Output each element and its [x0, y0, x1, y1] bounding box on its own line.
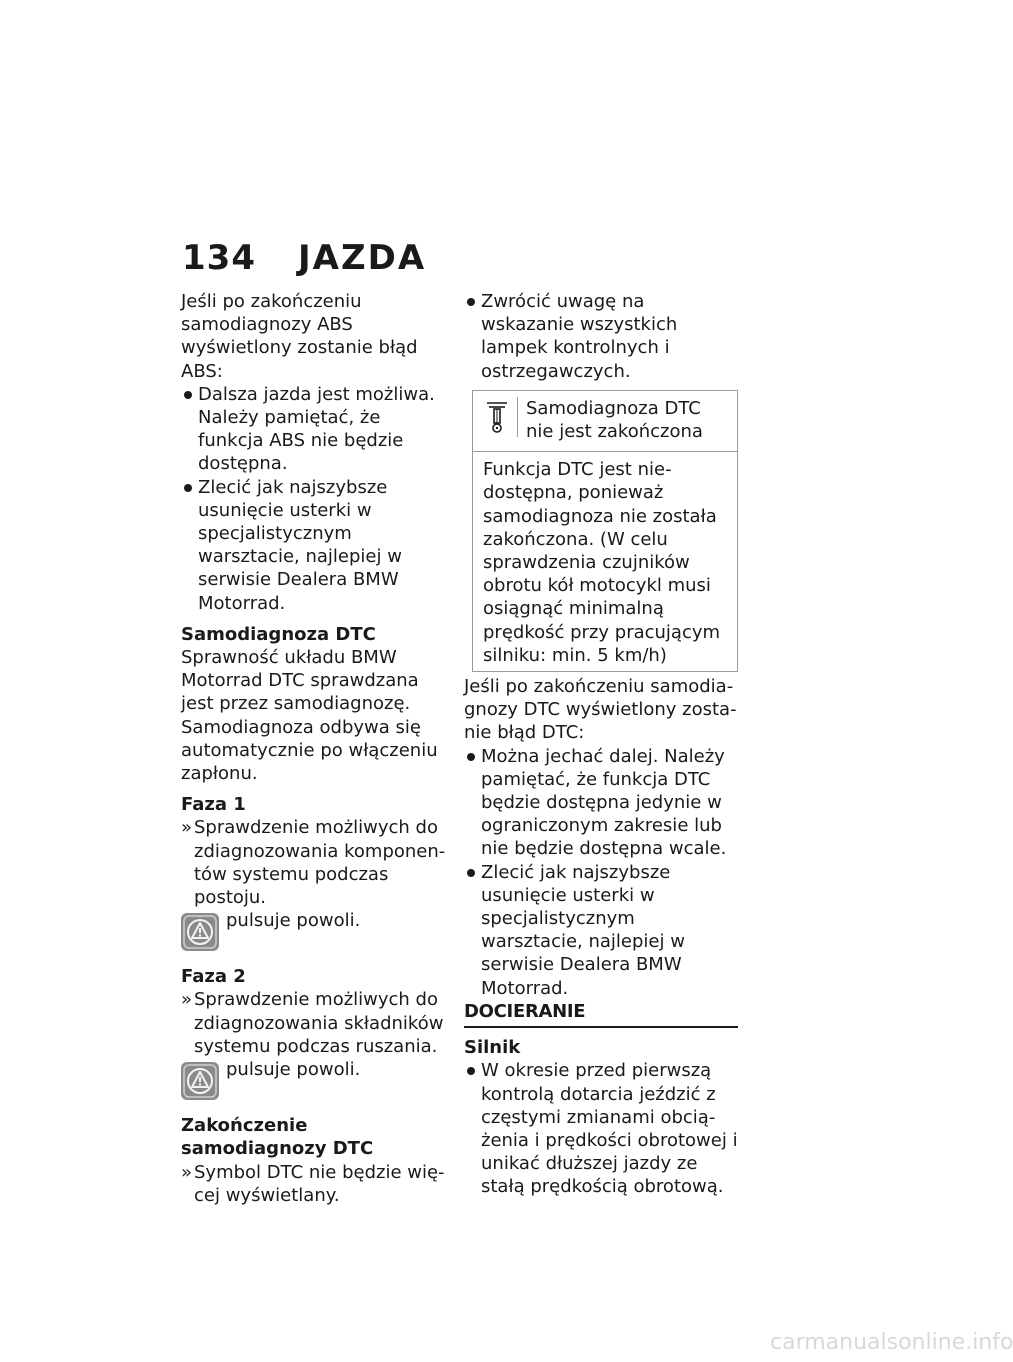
- dtc-indicator-icon: [483, 397, 518, 437]
- list-item: » Sprawdzenie możliwych do zdiagnozowania komponentów systemu podczas postoju.: [181, 816, 447, 909]
- phase2-indicator-text: pulsuje powoli.: [226, 1059, 361, 1081]
- dtc-error-intro: Jeśli po zakończeniu samodiagnozy DTC wyświetlony zostanie błąd DTC:: [464, 676, 737, 744]
- abs-error-list: [181, 383, 447, 615]
- page-header: [182, 238, 426, 278]
- dtc-status-title: Samodiagnoza DTC nie jest zakończona: [526, 397, 703, 443]
- list-item: » Symbol DTC nie będzie więcej wyświetlany.: [181, 1161, 447, 1207]
- list-item: Zlecić jak najszybsze usunięcie usterki w specjalistycznym warsztacie, najlepiej w serwisie Dealera BMW Motorrad.: [181, 476, 447, 615]
- dtc-status-header: [473, 391, 737, 452]
- page-number: 134: [182, 238, 256, 278]
- selfdiag-end-actions: [181, 1161, 447, 1207]
- list-item: W okresie przed pierwszą kontrolą dotarcia jeździć z częstymi zmianami obciążenia i prędkości obrotowej i unikać dłuższej jazdy ze stałą prędkością obrotową.: [464, 1059, 738, 1198]
- list-item: Zlecić jak najszybsze usunięcie usterki w specjalistycznym warsztacie, najlepiej w serwisie Dealera BMW Motorrad.: [464, 861, 738, 1000]
- break-in-list: [464, 1059, 738, 1198]
- dtc-error-list: [464, 745, 738, 1000]
- right-column: [464, 290, 738, 1199]
- warning-triangle-icon: [181, 1062, 219, 1100]
- phase1-indicator: [181, 909, 447, 951]
- chapter-title: JAZDA: [297, 238, 427, 278]
- phase2-indicator: [181, 1058, 447, 1100]
- left-column: [181, 290, 447, 1207]
- dtc-selfdiag-text: Sprawność układu BMW Motorrad DTC sprawdzana jest przez samodiagnozę. Samodiagnoza odbywa się automatycznie po włączeniu zapłonu.: [181, 647, 438, 785]
- list-item: Można jechać dalej. Należy pamiętać, że funkcja DTC będzie dostępna jedynie w ograniczonym zakresie lub nie będzie dostępna wcale.: [464, 745, 738, 861]
- dtc-status-body: Funkcja DTC jest niedostępna, ponieważ samodiagnoza nie została zakończona. (W celu sprawdzenia czujników obrotu kół motocykl musi osiągnąć minimalną prędkość przy pracującym silniku: min. 5 km/h): [483, 459, 721, 666]
- engine-subheading: Silnik: [464, 1037, 521, 1059]
- phase1-actions: [181, 816, 447, 909]
- selfdiag-end-heading: Zakończenie samodiagnozy DTC: [181, 1115, 374, 1160]
- list-item: Dalsza jazda jest możliwa. Należy pamiętać, że funkcja ABS nie będzie dostępna.: [181, 383, 447, 476]
- phase2-heading: Faza 2: [181, 966, 246, 988]
- phase1-heading: Faza 1: [181, 794, 246, 816]
- warning-triangle-icon: [181, 913, 219, 951]
- phase1-indicator-text: pulsuje powoli.: [226, 910, 361, 932]
- list-item: Zwrócić uwagę na wskazanie wszystkich lampek kontrolnych i ostrzegawczych.: [464, 290, 738, 383]
- phase2-actions: [181, 988, 447, 1058]
- dtc-status-box: [472, 390, 738, 672]
- dtc-selfdiag-heading: Samodiagnoza DTC: [181, 623, 376, 645]
- watermark: carmanualsonline.info: [770, 1330, 1013, 1355]
- list-item: » Sprawdzenie możliwych do zdiagnozowania składników systemu podczas ruszania.: [181, 988, 447, 1058]
- warning-lamp-list: [464, 290, 738, 383]
- abs-error-intro: Jeśli po zakończeniu samodiagnozy ABS wyświetlony zostanie błąd ABS:: [181, 291, 418, 382]
- section-title: DOCIERANIE: [464, 1000, 738, 1028]
